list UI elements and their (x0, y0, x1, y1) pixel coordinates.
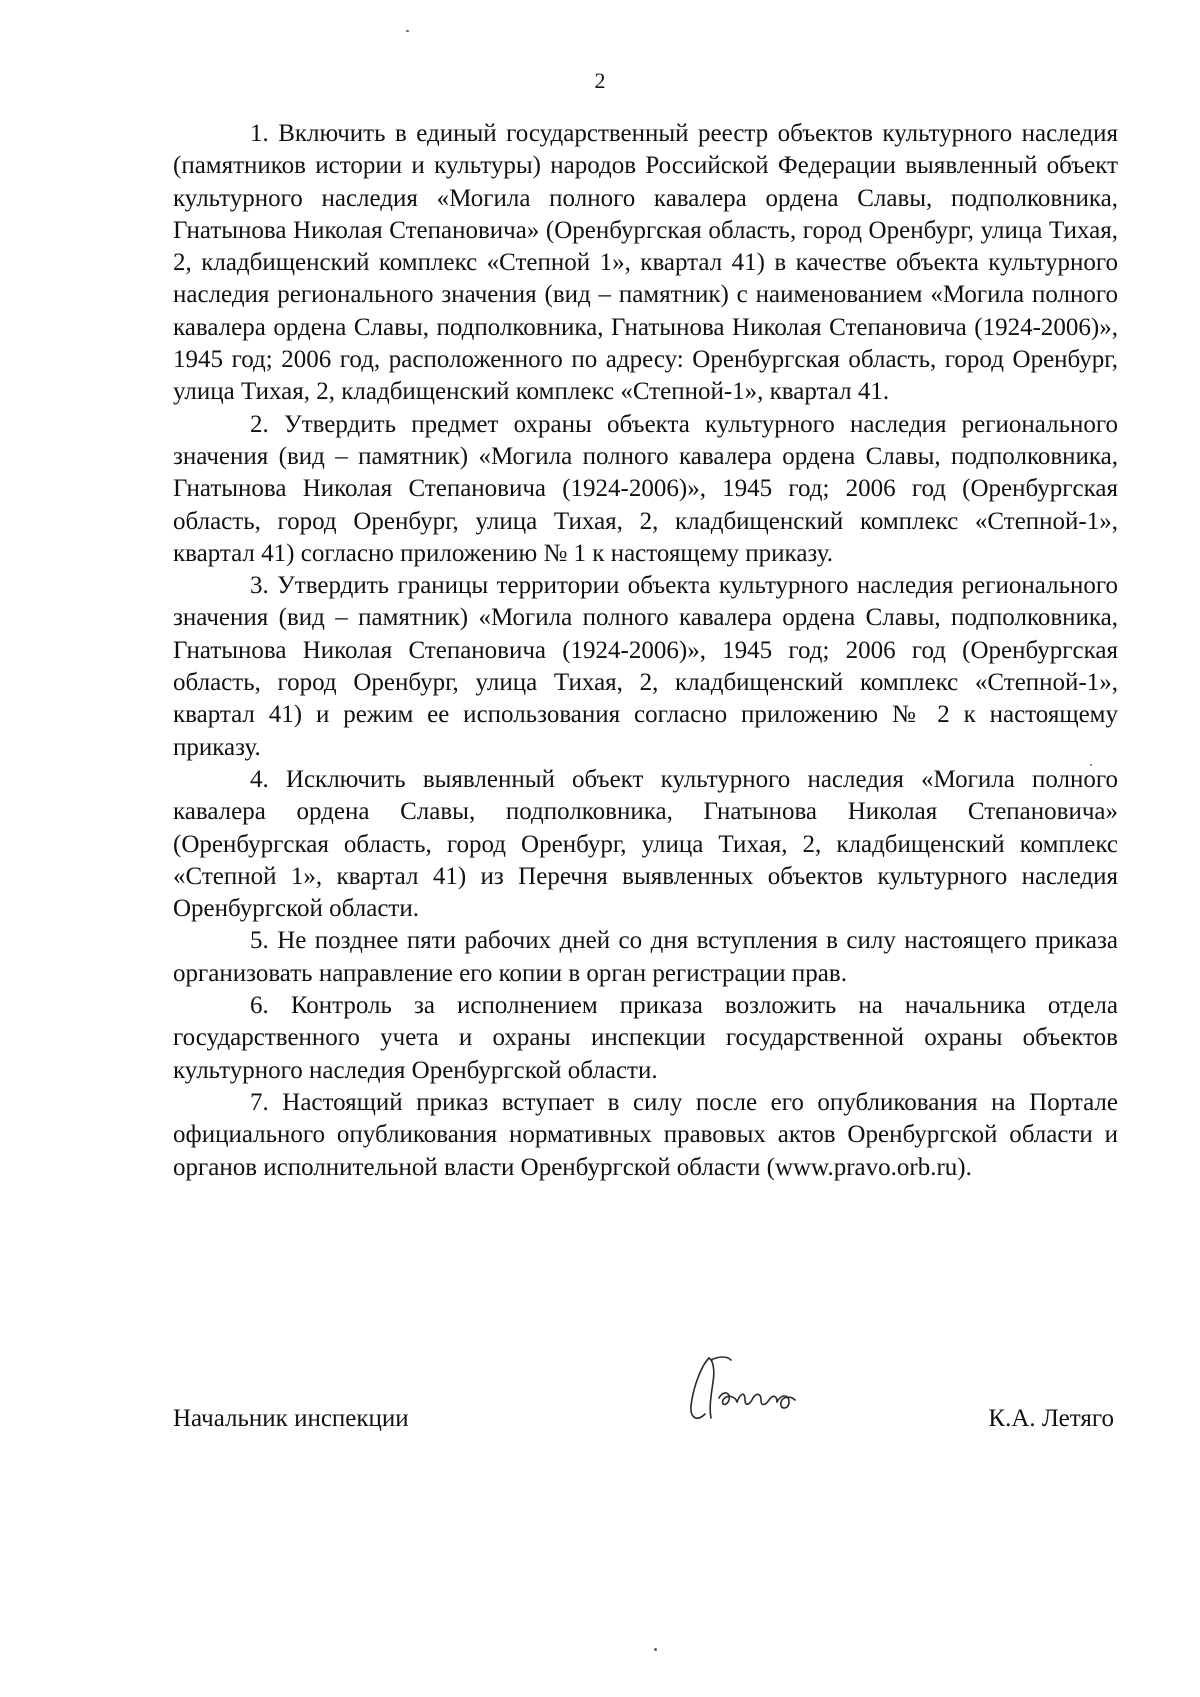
paragraph-2: 2. Утвердить предмет охраны объекта культурного наследия регионального значения (вид – памятник) «Могила полного кавалера ордена Славы, подполковника, Гнатынова Николая Степановича (1924-2006)», 1945 год; 2006 год (Оренбургская область, город Оренбург, улица Тихая, 2, кладбищенский комплекс «Степной-1», квартал 41) согласно приложению № 1 к настоящему приказу. (173, 410, 1118, 567)
scan-speck (406, 30, 409, 32)
scan-speck (654, 1648, 657, 1651)
paragraph-7: 7. Настоящий приказ вступает в силу после его опубликования на Портале официального опубликования нормативных правовых актов Оренбургской области и органов исполнительной власти Оренбургской области (www.pravo.orb.ru). (173, 1088, 1118, 1181)
handwritten-signature (679, 1348, 819, 1438)
order-body (173, 118, 1118, 1184)
scan-speck (1090, 764, 1092, 766)
signatory-name: К.А. Летяго (988, 1405, 1114, 1432)
paragraph-6: 6. Контроль за исполнением приказа возложить на начальника отдела государственного учета и охраны инспекции государственной охраны объектов культурного наследия Оренбургской области. (173, 992, 1118, 1084)
paragraph-5: 5. Не позднее пяти рабочих дней со дня вступления в силу настоящего приказа организовать направление его копии в орган регистрации прав. (173, 927, 1118, 987)
paragraph-4: 4. Исключить выявленный объект культурного наследия «Могила полного кавалера ордена Славы, подполковника, Гнатынова Николая Степановича» (Оренбургская область, город Оренбург, улица Тихая, 2, кладбищенский комплекс «Степной 1», квартал 41) из Перечня выявленных объектов культурного наследия Оренбургской области. (173, 765, 1118, 923)
signatory-position: Начальник инспекции (173, 1405, 409, 1432)
paragraph-1: 1. Включить в единый государственный реестр объектов культурного наследия (памятников истории и культуры) народов Российской Федерации выявленный объект культурного наследия «Могила полного кавалера ордена Славы, подполковника, Гнатынова Николая Степановича» (Оренбургская область, город Оренбург, улица Тихая, 2, кладбищенский комплекс «Степной 1», квартал 41) в качестве объекта культурного наследия регионального значения (вид – памятник) с наименованием «Могила полного кавалера ордена Славы, подполковника, Гнатынова Николая Степановича (1924-2006)», 1945 год; 2006 год, расположенного по адресу: Оренбургская область, город Оренбург, улица Тихая, 2, кладбищенский комплекс «Степной-1», квартал 41. (173, 120, 1118, 406)
signature-block (173, 1382, 1118, 1442)
page-number: 2 (594, 68, 606, 93)
paragraph-3: 3. Утвердить границы территории объекта культурного наследия регионального значения (вид – памятник) «Могила полного кавалера ордена Славы, подполковника, Гнатынова Николая Степановича (1924-2006)», 1945 год; 2006 год (Оренбургская область, город Оренбург, улица Тихая, 2, кладбищенский комплекс «Степной-1», квартал 41) и режим ее использования согласно приложению № 2 к настоящему приказу. (173, 572, 1118, 761)
